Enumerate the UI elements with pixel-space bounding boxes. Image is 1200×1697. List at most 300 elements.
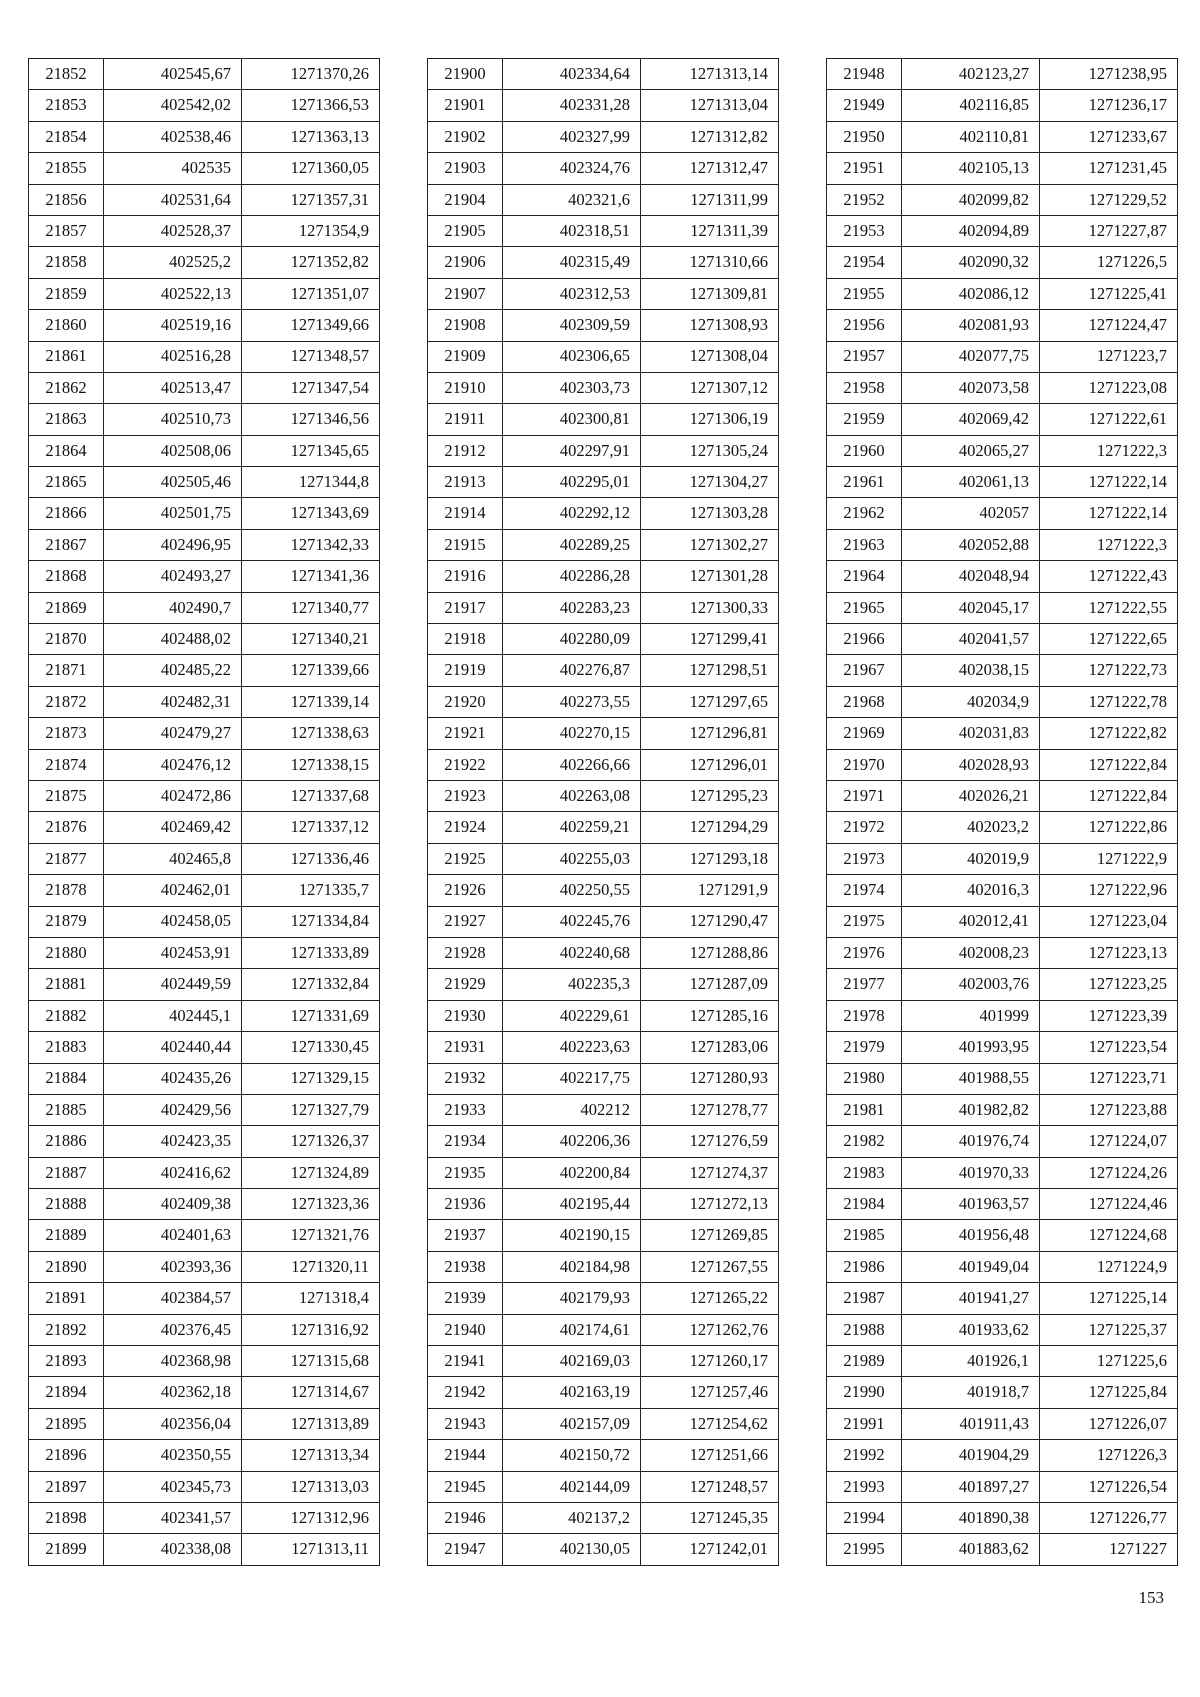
point-id-cell: 21942 — [428, 1377, 503, 1408]
x-coordinate-cell: 402163,19 — [503, 1377, 641, 1408]
point-id-cell: 21925 — [428, 843, 503, 874]
y-coordinate-cell: 1271296,81 — [641, 718, 779, 749]
x-coordinate-cell: 402440,44 — [104, 1032, 242, 1063]
y-coordinate-cell: 1271233,67 — [1040, 121, 1178, 152]
y-coordinate-cell: 1271223,13 — [1040, 937, 1178, 968]
table-row — [428, 1126, 779, 1157]
table-row — [428, 59, 779, 90]
x-coordinate-cell: 402338,08 — [104, 1534, 242, 1565]
x-coordinate-cell: 402028,93 — [902, 749, 1040, 780]
x-coordinate-cell: 402266,66 — [503, 749, 641, 780]
y-coordinate-cell: 1271222,78 — [1040, 686, 1178, 717]
table-row — [428, 624, 779, 655]
x-coordinate-cell: 402026,21 — [902, 780, 1040, 811]
table-row — [428, 90, 779, 121]
x-coordinate-cell: 402362,18 — [104, 1377, 242, 1408]
y-coordinate-cell: 1271332,84 — [242, 969, 380, 1000]
table-row — [29, 592, 380, 623]
y-coordinate-cell: 1271327,79 — [242, 1094, 380, 1125]
x-coordinate-cell: 402488,02 — [104, 624, 242, 655]
table-row — [29, 780, 380, 811]
y-coordinate-cell: 1271348,57 — [242, 341, 380, 372]
x-coordinate-cell: 402306,65 — [503, 341, 641, 372]
y-coordinate-cell: 1271225,84 — [1040, 1377, 1178, 1408]
table-row — [428, 1408, 779, 1439]
point-id-cell: 21921 — [428, 718, 503, 749]
y-coordinate-cell: 1271305,24 — [641, 435, 779, 466]
table-row — [827, 247, 1178, 278]
point-id-cell: 21881 — [29, 969, 104, 1000]
y-coordinate-cell: 1271224,26 — [1040, 1157, 1178, 1188]
point-id-cell: 21856 — [29, 184, 104, 215]
x-coordinate-cell: 402212 — [503, 1094, 641, 1125]
x-coordinate-cell: 402280,09 — [503, 624, 641, 655]
table-row — [827, 153, 1178, 184]
y-coordinate-cell: 1271225,41 — [1040, 278, 1178, 309]
table-row — [827, 1314, 1178, 1345]
table-row — [827, 686, 1178, 717]
y-coordinate-cell: 1271297,65 — [641, 686, 779, 717]
x-coordinate-cell: 402513,47 — [104, 372, 242, 403]
table-row — [428, 1000, 779, 1031]
x-coordinate-cell: 402505,46 — [104, 467, 242, 498]
y-coordinate-cell: 1271299,41 — [641, 624, 779, 655]
table-row — [428, 1534, 779, 1565]
table-row — [428, 749, 779, 780]
y-coordinate-cell: 1271347,54 — [242, 372, 380, 403]
x-coordinate-cell: 401926,1 — [902, 1346, 1040, 1377]
y-coordinate-cell: 1271260,17 — [641, 1346, 779, 1377]
point-id-cell: 21963 — [827, 529, 902, 560]
table-row — [29, 372, 380, 403]
x-coordinate-cell: 402485,22 — [104, 655, 242, 686]
x-coordinate-cell: 402525,2 — [104, 247, 242, 278]
x-coordinate-cell: 402229,61 — [503, 1000, 641, 1031]
x-coordinate-cell: 402429,56 — [104, 1094, 242, 1125]
y-coordinate-cell: 1271311,39 — [641, 215, 779, 246]
y-coordinate-cell: 1271226,5 — [1040, 247, 1178, 278]
table-row — [428, 1032, 779, 1063]
x-coordinate-cell: 401993,95 — [902, 1032, 1040, 1063]
y-coordinate-cell: 1271225,14 — [1040, 1283, 1178, 1314]
x-coordinate-cell: 402190,15 — [503, 1220, 641, 1251]
y-coordinate-cell: 1271335,7 — [242, 875, 380, 906]
point-id-cell: 21864 — [29, 435, 104, 466]
x-coordinate-cell: 402073,58 — [902, 372, 1040, 403]
table-row — [827, 969, 1178, 1000]
point-id-cell: 21937 — [428, 1220, 503, 1251]
point-id-cell: 21908 — [428, 310, 503, 341]
y-coordinate-cell: 1271223,54 — [1040, 1032, 1178, 1063]
y-coordinate-cell: 1271351,07 — [242, 278, 380, 309]
point-id-cell: 21962 — [827, 498, 902, 529]
x-coordinate-cell: 402276,87 — [503, 655, 641, 686]
table-row — [29, 1471, 380, 1502]
table-row — [827, 843, 1178, 874]
point-id-cell: 21889 — [29, 1220, 104, 1251]
y-coordinate-cell: 1271301,28 — [641, 561, 779, 592]
x-coordinate-cell: 402469,42 — [104, 812, 242, 843]
y-coordinate-cell: 1271285,16 — [641, 1000, 779, 1031]
point-id-cell: 21982 — [827, 1126, 902, 1157]
y-coordinate-cell: 1271242,01 — [641, 1534, 779, 1565]
point-id-cell: 21949 — [827, 90, 902, 121]
point-id-cell: 21854 — [29, 121, 104, 152]
x-coordinate-cell: 402324,76 — [503, 153, 641, 184]
table-row — [29, 1283, 380, 1314]
y-coordinate-cell: 1271349,66 — [242, 310, 380, 341]
coordinates-table-3 — [826, 58, 1178, 1566]
table-row — [29, 247, 380, 278]
point-id-cell: 21928 — [428, 937, 503, 968]
x-coordinate-cell: 402157,09 — [503, 1408, 641, 1439]
y-coordinate-cell: 1271313,03 — [242, 1471, 380, 1502]
y-coordinate-cell: 1271320,11 — [242, 1251, 380, 1282]
y-coordinate-cell: 1271302,27 — [641, 529, 779, 560]
x-coordinate-cell: 402069,42 — [902, 404, 1040, 435]
point-id-cell: 21991 — [827, 1408, 902, 1439]
y-coordinate-cell: 1271226,77 — [1040, 1502, 1178, 1533]
y-coordinate-cell: 1271267,55 — [641, 1251, 779, 1282]
x-coordinate-cell: 402179,93 — [503, 1283, 641, 1314]
x-coordinate-cell: 402472,86 — [104, 780, 242, 811]
point-id-cell: 21901 — [428, 90, 503, 121]
y-coordinate-cell: 1271226,07 — [1040, 1408, 1178, 1439]
x-coordinate-cell: 402508,06 — [104, 435, 242, 466]
x-coordinate-cell: 402086,12 — [902, 278, 1040, 309]
table-row — [428, 969, 779, 1000]
point-id-cell: 21951 — [827, 153, 902, 184]
table-row — [29, 59, 380, 90]
point-id-cell: 21948 — [827, 59, 902, 90]
x-coordinate-cell: 402384,57 — [104, 1283, 242, 1314]
table-row — [29, 215, 380, 246]
x-coordinate-cell: 402416,62 — [104, 1157, 242, 1188]
y-coordinate-cell: 1271313,89 — [242, 1408, 380, 1439]
x-coordinate-cell: 402116,85 — [902, 90, 1040, 121]
x-coordinate-cell: 402445,1 — [104, 1000, 242, 1031]
y-coordinate-cell: 1271307,12 — [641, 372, 779, 403]
y-coordinate-cell: 1271265,22 — [641, 1283, 779, 1314]
table-row — [428, 153, 779, 184]
point-id-cell: 21874 — [29, 749, 104, 780]
point-id-cell: 21855 — [29, 153, 104, 184]
table-row — [827, 1534, 1178, 1565]
table-row — [29, 1346, 380, 1377]
y-coordinate-cell: 1271269,85 — [641, 1220, 779, 1251]
table-row — [827, 1440, 1178, 1471]
table-row — [29, 467, 380, 498]
x-coordinate-cell: 401904,29 — [902, 1440, 1040, 1471]
y-coordinate-cell: 1271224,68 — [1040, 1220, 1178, 1251]
table-row — [428, 1283, 779, 1314]
x-coordinate-cell: 402501,75 — [104, 498, 242, 529]
y-coordinate-cell: 1271316,92 — [242, 1314, 380, 1345]
y-coordinate-cell: 1271333,89 — [242, 937, 380, 968]
x-coordinate-cell: 402535 — [104, 153, 242, 184]
x-coordinate-cell: 401911,43 — [902, 1408, 1040, 1439]
table-row — [827, 184, 1178, 215]
table-row — [428, 341, 779, 372]
table-row — [29, 1157, 380, 1188]
point-id-cell: 21967 — [827, 655, 902, 686]
x-coordinate-cell: 402195,44 — [503, 1189, 641, 1220]
point-id-cell: 21957 — [827, 341, 902, 372]
table-row — [827, 498, 1178, 529]
point-id-cell: 21940 — [428, 1314, 503, 1345]
x-coordinate-cell: 401999 — [902, 1000, 1040, 1031]
x-coordinate-cell: 402356,04 — [104, 1408, 242, 1439]
x-coordinate-cell: 402144,09 — [503, 1471, 641, 1502]
y-coordinate-cell: 1271223,25 — [1040, 969, 1178, 1000]
x-coordinate-cell: 402522,13 — [104, 278, 242, 309]
table-row — [827, 1220, 1178, 1251]
x-coordinate-cell: 402321,6 — [503, 184, 641, 215]
point-id-cell: 21936 — [428, 1189, 503, 1220]
point-id-cell: 21935 — [428, 1157, 503, 1188]
table-row — [428, 247, 779, 278]
x-coordinate-cell: 402255,03 — [503, 843, 641, 874]
table-row — [29, 1094, 380, 1125]
point-id-cell: 21956 — [827, 310, 902, 341]
x-coordinate-cell: 402169,03 — [503, 1346, 641, 1377]
table-row — [428, 498, 779, 529]
y-coordinate-cell: 1271323,36 — [242, 1189, 380, 1220]
x-coordinate-cell: 402034,9 — [902, 686, 1040, 717]
point-id-cell: 21988 — [827, 1314, 902, 1345]
y-coordinate-cell: 1271310,66 — [641, 247, 779, 278]
y-coordinate-cell: 1271366,53 — [242, 90, 380, 121]
y-coordinate-cell: 1271354,9 — [242, 215, 380, 246]
point-id-cell: 21918 — [428, 624, 503, 655]
x-coordinate-cell: 401988,55 — [902, 1063, 1040, 1094]
point-id-cell: 21885 — [29, 1094, 104, 1125]
x-coordinate-cell: 402184,98 — [503, 1251, 641, 1282]
table-row — [29, 1502, 380, 1533]
table-row — [29, 686, 380, 717]
table-row — [29, 969, 380, 1000]
point-id-cell: 21941 — [428, 1346, 503, 1377]
table-row — [827, 937, 1178, 968]
x-coordinate-cell: 402292,12 — [503, 498, 641, 529]
point-id-cell: 21915 — [428, 529, 503, 560]
y-coordinate-cell: 1271245,35 — [641, 1502, 779, 1533]
y-coordinate-cell: 1271339,14 — [242, 686, 380, 717]
x-coordinate-cell: 402312,53 — [503, 278, 641, 309]
x-coordinate-cell: 402401,63 — [104, 1220, 242, 1251]
x-coordinate-cell: 402510,73 — [104, 404, 242, 435]
x-coordinate-cell: 402303,73 — [503, 372, 641, 403]
x-coordinate-cell: 402012,41 — [902, 906, 1040, 937]
y-coordinate-cell: 1271223,08 — [1040, 372, 1178, 403]
point-id-cell: 21970 — [827, 749, 902, 780]
point-id-cell: 21865 — [29, 467, 104, 498]
x-coordinate-cell: 402479,27 — [104, 718, 242, 749]
y-coordinate-cell: 1271304,27 — [641, 467, 779, 498]
y-coordinate-cell: 1271254,62 — [641, 1408, 779, 1439]
point-id-cell: 21910 — [428, 372, 503, 403]
x-coordinate-cell: 402019,9 — [902, 843, 1040, 874]
x-coordinate-cell: 401941,27 — [902, 1283, 1040, 1314]
table-row — [29, 718, 380, 749]
table-row — [827, 372, 1178, 403]
y-coordinate-cell: 1271308,04 — [641, 341, 779, 372]
y-coordinate-cell: 1271272,13 — [641, 1189, 779, 1220]
table-row — [827, 215, 1178, 246]
x-coordinate-cell: 402334,64 — [503, 59, 641, 90]
table-row — [428, 937, 779, 968]
point-id-cell: 21878 — [29, 875, 104, 906]
point-id-cell: 21907 — [428, 278, 503, 309]
table-row — [428, 780, 779, 811]
x-coordinate-cell: 402217,75 — [503, 1063, 641, 1094]
y-coordinate-cell: 1271309,81 — [641, 278, 779, 309]
x-coordinate-cell: 402327,99 — [503, 121, 641, 152]
y-coordinate-cell: 1271363,13 — [242, 121, 380, 152]
y-coordinate-cell: 1271227,87 — [1040, 215, 1178, 246]
y-coordinate-cell: 1271341,36 — [242, 561, 380, 592]
x-coordinate-cell: 402449,59 — [104, 969, 242, 1000]
y-coordinate-cell: 1271283,06 — [641, 1032, 779, 1063]
point-id-cell: 21961 — [827, 467, 902, 498]
point-id-cell: 21939 — [428, 1283, 503, 1314]
point-id-cell: 21904 — [428, 184, 503, 215]
x-coordinate-cell: 402409,38 — [104, 1189, 242, 1220]
y-coordinate-cell: 1271318,4 — [242, 1283, 380, 1314]
point-id-cell: 21965 — [827, 592, 902, 623]
x-coordinate-cell: 402123,27 — [902, 59, 1040, 90]
point-id-cell: 21987 — [827, 1283, 902, 1314]
point-id-cell: 21992 — [827, 1440, 902, 1471]
x-coordinate-cell: 402289,25 — [503, 529, 641, 560]
y-coordinate-cell: 1271224,47 — [1040, 310, 1178, 341]
table-row — [29, 1189, 380, 1220]
point-id-cell: 21971 — [827, 780, 902, 811]
x-coordinate-cell: 402250,55 — [503, 875, 641, 906]
point-id-cell: 21906 — [428, 247, 503, 278]
page-number: 153 — [1138, 1588, 1164, 1607]
table-row — [428, 592, 779, 623]
table-row — [827, 561, 1178, 592]
point-id-cell: 21960 — [827, 435, 902, 466]
table-row — [827, 435, 1178, 466]
y-coordinate-cell: 1271262,76 — [641, 1314, 779, 1345]
y-coordinate-cell: 1271313,04 — [641, 90, 779, 121]
table-row — [29, 1408, 380, 1439]
point-id-cell: 21882 — [29, 1000, 104, 1031]
x-coordinate-cell: 401883,62 — [902, 1534, 1040, 1565]
x-coordinate-cell: 401933,62 — [902, 1314, 1040, 1345]
y-coordinate-cell: 1271223,71 — [1040, 1063, 1178, 1094]
y-coordinate-cell: 1271357,31 — [242, 184, 380, 215]
x-coordinate-cell: 402045,17 — [902, 592, 1040, 623]
table-row — [428, 310, 779, 341]
y-coordinate-cell: 1271312,82 — [641, 121, 779, 152]
point-id-cell: 21875 — [29, 780, 104, 811]
table-row — [428, 1502, 779, 1533]
y-coordinate-cell: 1271311,99 — [641, 184, 779, 215]
point-id-cell: 21920 — [428, 686, 503, 717]
point-id-cell: 21926 — [428, 875, 503, 906]
point-id-cell: 21857 — [29, 215, 104, 246]
point-id-cell: 21914 — [428, 498, 503, 529]
y-coordinate-cell: 1271312,96 — [242, 1502, 380, 1533]
point-id-cell: 21946 — [428, 1502, 503, 1533]
table-row — [29, 153, 380, 184]
table-row — [29, 1377, 380, 1408]
point-id-cell: 21880 — [29, 937, 104, 968]
x-coordinate-cell: 402130,05 — [503, 1534, 641, 1565]
table-row — [827, 655, 1178, 686]
y-coordinate-cell: 1271337,12 — [242, 812, 380, 843]
point-id-cell: 21994 — [827, 1502, 902, 1533]
x-coordinate-cell: 401918,7 — [902, 1377, 1040, 1408]
table-row — [428, 655, 779, 686]
table-row — [29, 1534, 380, 1565]
x-coordinate-cell: 401976,74 — [902, 1126, 1040, 1157]
point-id-cell: 21989 — [827, 1346, 902, 1377]
x-coordinate-cell: 401970,33 — [902, 1157, 1040, 1188]
point-id-cell: 21898 — [29, 1502, 104, 1533]
y-coordinate-cell: 1271248,57 — [641, 1471, 779, 1502]
table-row — [29, 937, 380, 968]
point-id-cell: 21859 — [29, 278, 104, 309]
table-row — [428, 1094, 779, 1125]
x-coordinate-cell: 402516,28 — [104, 341, 242, 372]
y-coordinate-cell: 1271222,43 — [1040, 561, 1178, 592]
y-coordinate-cell: 1271340,77 — [242, 592, 380, 623]
y-coordinate-cell: 1271346,56 — [242, 404, 380, 435]
point-id-cell: 21891 — [29, 1283, 104, 1314]
point-id-cell: 21972 — [827, 812, 902, 843]
point-id-cell: 21872 — [29, 686, 104, 717]
x-coordinate-cell: 402099,82 — [902, 184, 1040, 215]
table-row — [827, 529, 1178, 560]
point-id-cell: 21879 — [29, 906, 104, 937]
x-coordinate-cell: 402435,26 — [104, 1063, 242, 1094]
y-coordinate-cell: 1271229,52 — [1040, 184, 1178, 215]
y-coordinate-cell: 1271238,95 — [1040, 59, 1178, 90]
y-coordinate-cell: 1271276,59 — [641, 1126, 779, 1157]
x-coordinate-cell: 402016,3 — [902, 875, 1040, 906]
table-row — [428, 1346, 779, 1377]
point-id-cell: 21947 — [428, 1534, 503, 1565]
point-id-cell: 21930 — [428, 1000, 503, 1031]
table-row — [428, 906, 779, 937]
y-coordinate-cell: 1271295,23 — [641, 780, 779, 811]
point-id-cell: 21974 — [827, 875, 902, 906]
point-id-cell: 21983 — [827, 1157, 902, 1188]
x-coordinate-cell: 402318,51 — [503, 215, 641, 246]
point-id-cell: 21863 — [29, 404, 104, 435]
y-coordinate-cell: 1271222,65 — [1040, 624, 1178, 655]
table-row — [29, 529, 380, 560]
y-coordinate-cell: 1271334,84 — [242, 906, 380, 937]
table-row — [428, 1471, 779, 1502]
point-id-cell: 21938 — [428, 1251, 503, 1282]
point-id-cell: 21934 — [428, 1126, 503, 1157]
y-coordinate-cell: 1271222,61 — [1040, 404, 1178, 435]
table-row — [428, 1377, 779, 1408]
table-row — [428, 1157, 779, 1188]
x-coordinate-cell: 402476,12 — [104, 749, 242, 780]
table-row — [827, 1063, 1178, 1094]
x-coordinate-cell: 402453,91 — [104, 937, 242, 968]
table-row — [827, 59, 1178, 90]
table-row — [428, 121, 779, 152]
y-coordinate-cell: 1271315,68 — [242, 1346, 380, 1377]
point-id-cell: 21977 — [827, 969, 902, 1000]
